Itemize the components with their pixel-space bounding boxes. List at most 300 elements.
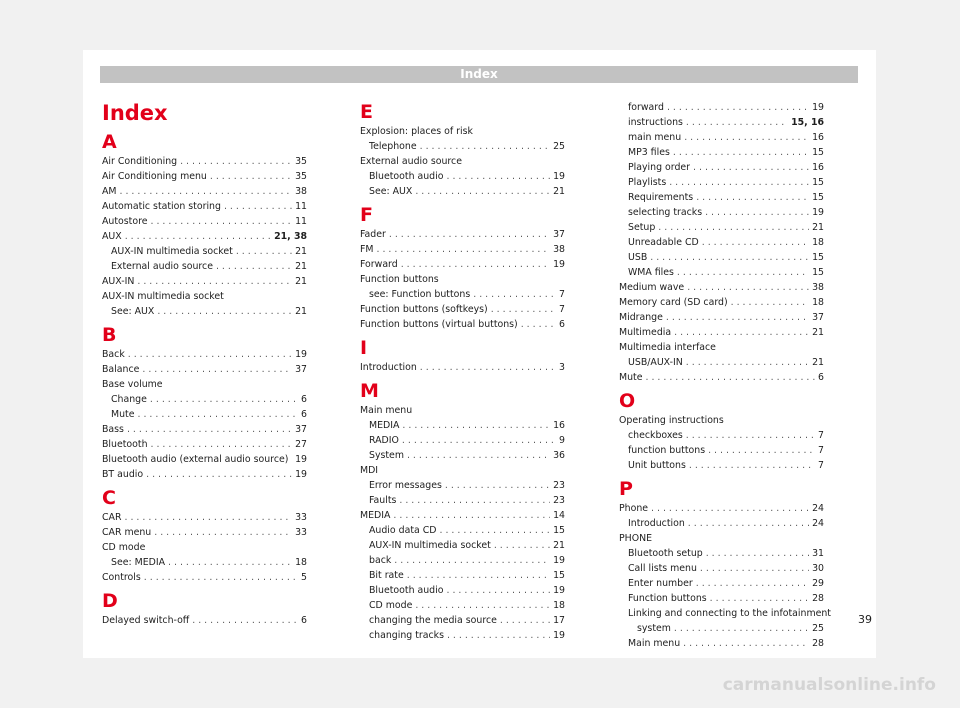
index-entry-term: Controls bbox=[102, 572, 141, 583]
dot-leader bbox=[687, 280, 809, 295]
index-entry bbox=[619, 591, 824, 606]
index-entry-term: Midrange bbox=[619, 312, 663, 323]
index-entry-term: PHONE bbox=[619, 533, 653, 544]
dot-leader bbox=[120, 184, 293, 199]
index-entry bbox=[102, 154, 307, 169]
dot-leader bbox=[688, 516, 809, 531]
index-entry-pages: 18 bbox=[295, 557, 307, 568]
index-entry-pages: 15 bbox=[553, 570, 565, 581]
index-entry-pages: 24 bbox=[812, 518, 824, 529]
index-entry-pages: 17 bbox=[553, 615, 565, 626]
dot-leader bbox=[686, 115, 788, 130]
index-entry bbox=[102, 169, 307, 184]
index-entry bbox=[360, 448, 565, 463]
index-entry bbox=[360, 538, 565, 553]
index-entry-pages: 19 bbox=[295, 349, 307, 360]
index-entry bbox=[360, 628, 565, 643]
index-entry-term: Base volume bbox=[102, 379, 163, 390]
dot-leader bbox=[389, 227, 550, 242]
dot-leader bbox=[666, 310, 809, 325]
index-entry bbox=[360, 317, 565, 332]
index-entry bbox=[360, 598, 565, 613]
index-entry bbox=[619, 220, 824, 235]
dot-leader bbox=[708, 443, 815, 458]
index-entry-term: External audio source bbox=[360, 156, 462, 167]
dot-leader bbox=[124, 510, 292, 525]
index-entry bbox=[102, 214, 307, 229]
index-entry-term: system bbox=[637, 623, 671, 634]
dot-leader bbox=[667, 100, 809, 115]
index-entry bbox=[619, 310, 824, 325]
dot-leader bbox=[157, 304, 292, 319]
index-entry-pages: 31 bbox=[812, 548, 824, 559]
index-entry-term: MDI bbox=[360, 465, 379, 476]
index-entry-pages: 18 bbox=[553, 600, 565, 611]
index-letter-heading: E bbox=[360, 101, 373, 123]
index-entry-term: Unreadable CD bbox=[628, 237, 699, 248]
index-entry bbox=[102, 274, 307, 289]
index-entry-pages: 38 bbox=[553, 244, 565, 255]
index-entry bbox=[102, 540, 307, 555]
index-entry-term: Bluetooth audio bbox=[369, 585, 444, 596]
index-column-1 bbox=[102, 100, 307, 628]
index-entry-term: Unit buttons bbox=[628, 460, 686, 471]
dot-leader bbox=[700, 561, 809, 576]
index-entry-term: Phone bbox=[619, 503, 649, 514]
index-entry-term: AUX-IN bbox=[102, 276, 135, 287]
dot-leader bbox=[702, 235, 809, 250]
dot-leader bbox=[393, 508, 550, 523]
index-entry-pages: 19 bbox=[553, 171, 565, 182]
index-entry-pages: 38 bbox=[295, 186, 307, 197]
index-entry bbox=[102, 452, 307, 467]
index-entry bbox=[102, 392, 307, 407]
dot-leader bbox=[192, 613, 298, 628]
index-entry-term: Operating instructions bbox=[619, 415, 724, 426]
index-entry-term: Telephone bbox=[369, 141, 417, 152]
index-entry bbox=[360, 257, 565, 272]
index-entry bbox=[102, 525, 307, 540]
index-entry-pages: 19 bbox=[812, 207, 824, 218]
index-entry-term: Function buttons (softkeys) bbox=[360, 304, 488, 315]
dot-leader bbox=[142, 362, 292, 377]
dot-leader bbox=[521, 317, 556, 332]
index-entry bbox=[619, 250, 824, 265]
index-entry bbox=[619, 636, 824, 651]
dot-leader bbox=[447, 628, 550, 643]
dot-leader bbox=[210, 169, 292, 184]
dot-leader bbox=[494, 538, 550, 553]
dot-leader bbox=[420, 360, 556, 375]
index-entry-term: USB/AUX-IN bbox=[628, 357, 683, 368]
dot-leader bbox=[137, 407, 298, 422]
index-letter-heading: M bbox=[360, 380, 379, 402]
index-entry bbox=[619, 621, 824, 636]
index-entry-pages: 33 bbox=[295, 512, 307, 523]
index-entry-pages: 37 bbox=[812, 312, 824, 323]
index-entry-pages: 19 bbox=[553, 630, 565, 641]
index-entry-pages: 15, 16 bbox=[791, 117, 824, 128]
dot-leader bbox=[446, 169, 550, 184]
index-entry-pages: 18 bbox=[812, 297, 824, 308]
index-entry-pages: 6 bbox=[301, 615, 307, 626]
index-entry-pages: 21, 38 bbox=[274, 231, 307, 242]
index-entry bbox=[360, 242, 565, 257]
index-entry bbox=[102, 229, 307, 244]
dot-leader bbox=[445, 478, 550, 493]
dot-leader bbox=[696, 190, 809, 205]
index-entry-term: See: AUX bbox=[369, 186, 413, 197]
dot-leader bbox=[473, 287, 556, 302]
index-entry-pages: 7 bbox=[559, 304, 565, 315]
index-entry-pages: 19 bbox=[295, 454, 307, 465]
dot-leader bbox=[216, 259, 292, 274]
index-letter-heading: F bbox=[360, 204, 373, 226]
dot-leader bbox=[705, 205, 809, 220]
index-entry-term: FM bbox=[360, 244, 374, 255]
index-entry bbox=[360, 583, 565, 598]
dot-leader bbox=[224, 199, 292, 214]
index-entry bbox=[619, 501, 824, 516]
index-letter-heading: B bbox=[102, 324, 117, 346]
dot-leader bbox=[650, 250, 809, 265]
index-entry-term: checkboxes bbox=[628, 430, 683, 441]
index-entry-pages: 36 bbox=[553, 450, 565, 461]
index-entry bbox=[619, 235, 824, 250]
index-entry-term: Call lists menu bbox=[628, 563, 697, 574]
dot-leader bbox=[402, 418, 550, 433]
index-entry-term: Air Conditioning bbox=[102, 156, 178, 167]
index-entry-term: BT audio bbox=[102, 469, 144, 480]
index-entry-pages: 37 bbox=[295, 424, 307, 435]
dot-leader bbox=[683, 636, 809, 651]
index-entry-term: Automatic station storing bbox=[102, 201, 221, 212]
index-entry-term: See: MEDIA bbox=[111, 557, 166, 568]
index-entry bbox=[619, 576, 824, 591]
index-entry bbox=[619, 561, 824, 576]
index-entry-pages: 37 bbox=[553, 229, 565, 240]
index-entry bbox=[102, 407, 307, 422]
index-entry-term: Delayed switch-off bbox=[102, 615, 190, 626]
index-entry-term: Setup bbox=[628, 222, 656, 233]
dot-leader bbox=[696, 576, 809, 591]
index-entry-pages: 21 bbox=[553, 186, 565, 197]
index-entry bbox=[360, 124, 565, 139]
index-entry-pages: 3 bbox=[559, 362, 565, 373]
index-entry-pages: 15 bbox=[812, 177, 824, 188]
dot-leader bbox=[500, 613, 550, 628]
index-entry-term: Autostore bbox=[102, 216, 148, 227]
index-entry-pages: 7 bbox=[818, 430, 824, 441]
dot-leader bbox=[125, 229, 271, 244]
index-entry-term: Audio data CD bbox=[369, 525, 437, 536]
index-entry-pages: 37 bbox=[295, 364, 307, 375]
index-entry bbox=[360, 523, 565, 538]
index-entry bbox=[102, 244, 307, 259]
index-entry-term: Balance bbox=[102, 364, 140, 375]
index-entry-term: CD mode bbox=[102, 542, 146, 553]
index-entry bbox=[102, 259, 307, 274]
dot-leader bbox=[150, 392, 298, 407]
dot-leader bbox=[673, 145, 809, 160]
dot-leader bbox=[651, 501, 809, 516]
index-letter-heading: O bbox=[619, 390, 636, 412]
index-entry bbox=[102, 467, 307, 482]
index-entry bbox=[619, 355, 824, 370]
index-entry-pages: 15 bbox=[812, 267, 824, 278]
index-entry-term: Introduction bbox=[628, 518, 685, 529]
index-entry bbox=[619, 546, 824, 561]
dot-leader bbox=[137, 274, 292, 289]
index-entry-pages: 21 bbox=[812, 222, 824, 233]
index-entry bbox=[102, 289, 307, 304]
index-entry bbox=[102, 362, 307, 377]
dot-leader bbox=[440, 523, 551, 538]
index-entry-pages: 21 bbox=[812, 357, 824, 368]
index-entry-term: Medium wave bbox=[619, 282, 685, 293]
dot-leader bbox=[677, 265, 809, 280]
dot-leader bbox=[394, 553, 550, 568]
index-entry-term: Air Conditioning menu bbox=[102, 171, 207, 182]
index-entry bbox=[360, 154, 565, 169]
index-entry-term: Faults bbox=[369, 495, 397, 506]
index-entry bbox=[102, 437, 307, 452]
index-entry bbox=[619, 160, 824, 175]
index-entry-pages: 28 bbox=[812, 638, 824, 649]
index-entry-term: selecting tracks bbox=[628, 207, 703, 218]
index-entry-term: see: Function buttons bbox=[369, 289, 471, 300]
index-entry bbox=[360, 418, 565, 433]
index-entry-term: AUX-IN multimedia socket bbox=[369, 540, 491, 551]
dot-leader bbox=[674, 621, 809, 636]
dot-leader bbox=[180, 154, 292, 169]
index-entry bbox=[619, 145, 824, 160]
dot-leader bbox=[146, 467, 292, 482]
index-entry-pages: 35 bbox=[295, 171, 307, 182]
index-entry bbox=[619, 190, 824, 205]
dot-leader bbox=[693, 160, 809, 175]
index-entry-term: Main menu bbox=[360, 405, 413, 416]
index-entry-term: Function buttons bbox=[628, 593, 707, 604]
index-entry bbox=[619, 100, 824, 115]
index-entry bbox=[619, 325, 824, 340]
dot-leader bbox=[151, 437, 293, 452]
index-entry bbox=[360, 553, 565, 568]
dot-leader bbox=[491, 302, 556, 317]
index-entry bbox=[102, 422, 307, 437]
dot-leader bbox=[674, 325, 809, 340]
index-entry-pages: 19 bbox=[553, 259, 565, 270]
dot-leader bbox=[731, 295, 809, 310]
index-entry-pages: 33 bbox=[295, 527, 307, 538]
index-entry bbox=[102, 555, 307, 570]
index-title: Index bbox=[102, 101, 168, 125]
dot-leader bbox=[399, 493, 550, 508]
index-entry-term: Error messages bbox=[369, 480, 442, 491]
index-entry-term: Bluetooth audio (external audio source) bbox=[102, 454, 289, 465]
index-entry-term: Linking and connecting to the infotainment bbox=[628, 608, 831, 619]
index-entry-pages: 21 bbox=[553, 540, 565, 551]
index-entry-pages: 18 bbox=[812, 237, 824, 248]
index-entry-term: Introduction bbox=[360, 362, 417, 373]
index-entry-pages: 6 bbox=[301, 409, 307, 420]
dot-leader bbox=[684, 130, 809, 145]
index-entry-term: function buttons bbox=[628, 445, 706, 456]
index-entry bbox=[619, 175, 824, 190]
dot-leader bbox=[686, 355, 809, 370]
index-entry-pages: 11 bbox=[295, 216, 307, 227]
index-entry-term: Memory card (SD card) bbox=[619, 297, 728, 308]
index-entry-pages: 21 bbox=[295, 306, 307, 317]
index-entry-term: Bass bbox=[102, 424, 124, 435]
index-entry bbox=[360, 508, 565, 523]
index-entry bbox=[102, 347, 307, 362]
index-entry bbox=[360, 302, 565, 317]
index-entry-term: Requirements bbox=[628, 192, 694, 203]
dot-leader bbox=[291, 452, 292, 467]
dot-leader bbox=[150, 214, 292, 229]
index-entry bbox=[360, 184, 565, 199]
index-entry-pages: 7 bbox=[559, 289, 565, 300]
index-entry-pages: 5 bbox=[301, 572, 307, 583]
index-entry-term: Mute bbox=[111, 409, 135, 420]
index-entry bbox=[619, 413, 824, 428]
index-page bbox=[83, 50, 876, 658]
dot-leader bbox=[415, 184, 550, 199]
index-entry-term: Forward bbox=[360, 259, 398, 270]
index-entry bbox=[619, 458, 824, 473]
index-column-3 bbox=[619, 100, 831, 651]
index-entry-term: Mute bbox=[619, 372, 643, 383]
index-entry-term: AUX-IN multimedia socket bbox=[111, 246, 233, 257]
index-entry-term: Explosion: places of risk bbox=[360, 126, 473, 137]
index-entry-term: changing the media source bbox=[369, 615, 497, 626]
index-entry-pages: 19 bbox=[553, 555, 565, 566]
index-entry-pages: 29 bbox=[812, 578, 824, 589]
index-entry bbox=[619, 428, 824, 443]
index-entry-pages: 15 bbox=[812, 147, 824, 158]
index-entry bbox=[619, 265, 824, 280]
index-entry bbox=[619, 115, 824, 130]
index-entry bbox=[619, 370, 824, 385]
dot-leader bbox=[710, 591, 809, 606]
index-entry-pages: 28 bbox=[812, 593, 824, 604]
index-entry-term: Bit rate bbox=[369, 570, 404, 581]
dot-leader bbox=[669, 175, 809, 190]
index-entry bbox=[102, 199, 307, 214]
index-entry-pages: 27 bbox=[295, 439, 307, 450]
dot-leader bbox=[401, 257, 550, 272]
index-entry-term: back bbox=[369, 555, 392, 566]
index-entry-term: CD mode bbox=[369, 600, 413, 611]
index-entry-term: MEDIA bbox=[369, 420, 400, 431]
dot-leader bbox=[128, 347, 292, 362]
index-entry bbox=[102, 510, 307, 525]
index-entry-term: MEDIA bbox=[360, 510, 391, 521]
dot-leader bbox=[154, 525, 292, 540]
dot-leader bbox=[658, 220, 809, 235]
index-entry bbox=[360, 433, 565, 448]
dot-leader bbox=[689, 458, 815, 473]
index-entry bbox=[102, 570, 307, 585]
index-entry bbox=[619, 205, 824, 220]
index-entry bbox=[360, 287, 565, 302]
index-letter-heading: D bbox=[102, 590, 118, 612]
index-entry-term: Fader bbox=[360, 229, 386, 240]
index-entry-term: Bluetooth bbox=[102, 439, 148, 450]
index-entry-term: RADIO bbox=[369, 435, 399, 446]
index-entry bbox=[360, 493, 565, 508]
index-entry-term: Function buttons bbox=[360, 274, 439, 285]
index-entry bbox=[360, 568, 565, 583]
dot-leader bbox=[144, 570, 298, 585]
index-column-2 bbox=[360, 100, 565, 643]
index-entry-term: Bluetooth setup bbox=[628, 548, 703, 559]
index-entry bbox=[360, 613, 565, 628]
index-letter-heading: A bbox=[102, 131, 117, 153]
index-entry-term: instructions bbox=[628, 117, 683, 128]
index-entry-pages: 30 bbox=[812, 563, 824, 574]
index-entry-term: Playing order bbox=[628, 162, 691, 173]
index-letter-heading: C bbox=[102, 487, 116, 509]
index-entry-term: main menu bbox=[628, 132, 682, 143]
index-entry bbox=[102, 377, 307, 392]
index-letter-heading: P bbox=[619, 478, 633, 500]
index-entry-term: Back bbox=[102, 349, 125, 360]
index-entry bbox=[619, 516, 824, 531]
dot-leader bbox=[402, 433, 556, 448]
index-entry-pages: 15 bbox=[812, 252, 824, 263]
index-entry bbox=[619, 295, 824, 310]
index-entry bbox=[360, 463, 565, 478]
index-entry-term: Bluetooth audio bbox=[369, 171, 444, 182]
index-entry-term: Multimedia bbox=[619, 327, 672, 338]
index-entry-pages: 6 bbox=[559, 319, 565, 330]
index-entry-pages: 25 bbox=[553, 141, 565, 152]
index-entry-pages: 21 bbox=[295, 261, 307, 272]
index-entry-pages: 16 bbox=[812, 132, 824, 143]
index-entry-term: changing tracks bbox=[369, 630, 444, 641]
index-entry-term: CAR bbox=[102, 512, 122, 523]
watermark: carmanualsonline.info bbox=[722, 675, 936, 695]
index-entry-term: CAR menu bbox=[102, 527, 152, 538]
index-entry-pages: 21 bbox=[295, 276, 307, 287]
index-entry bbox=[619, 606, 831, 621]
index-entry-pages: 19 bbox=[812, 102, 824, 113]
index-entry-term: Main menu bbox=[628, 638, 681, 649]
index-entry-term: Playlists bbox=[628, 177, 667, 188]
dot-leader bbox=[407, 448, 550, 463]
page-header: Index bbox=[100, 66, 858, 83]
index-entry bbox=[619, 280, 824, 295]
dot-leader bbox=[686, 428, 815, 443]
index-entry-pages: 19 bbox=[553, 585, 565, 596]
index-entry bbox=[360, 478, 565, 493]
index-entry-pages: 7 bbox=[818, 445, 824, 456]
index-entry-pages: 14 bbox=[553, 510, 565, 521]
index-entry-pages: 38 bbox=[812, 282, 824, 293]
index-entry bbox=[360, 169, 565, 184]
index-entry-term: Change bbox=[111, 394, 147, 405]
index-entry-term: See: AUX bbox=[111, 306, 155, 317]
index-entry-pages: 23 bbox=[553, 495, 565, 506]
index-entry-pages: 6 bbox=[301, 394, 307, 405]
index-entry-term: External audio source bbox=[111, 261, 213, 272]
index-entry-pages: 21 bbox=[812, 327, 824, 338]
index-entry-term: Function buttons (virtual buttons) bbox=[360, 319, 518, 330]
dot-leader bbox=[236, 244, 292, 259]
index-entry-term: System bbox=[369, 450, 404, 461]
